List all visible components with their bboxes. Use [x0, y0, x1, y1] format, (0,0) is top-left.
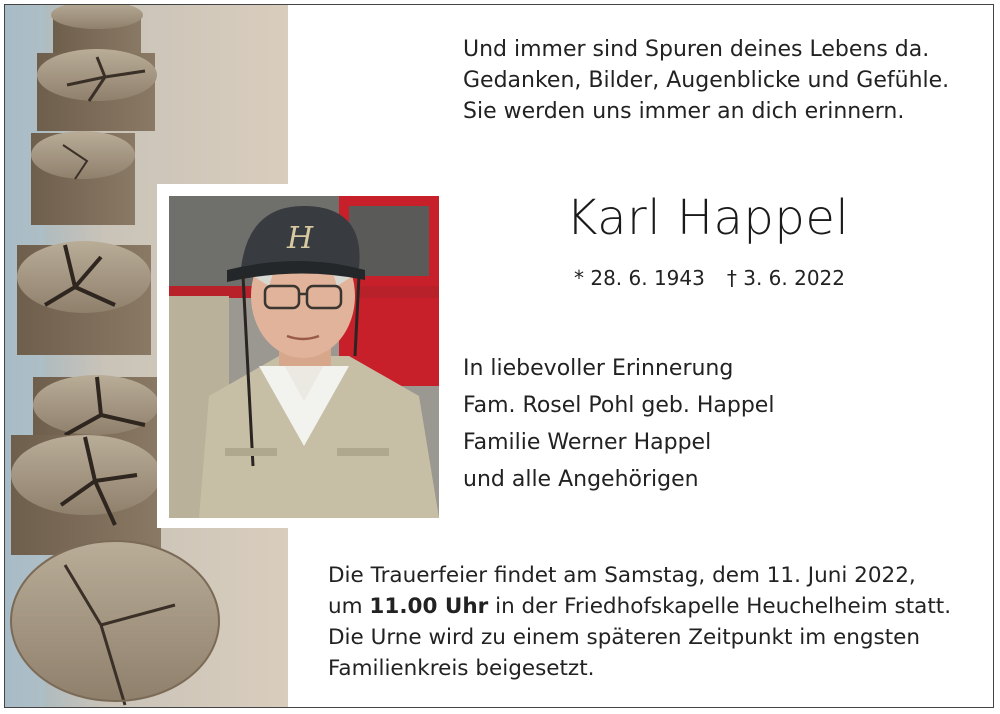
death-date: † 3. 6. 2022	[726, 266, 845, 290]
mourners-line: Familie Werner Happel	[463, 430, 712, 455]
funeral-line: Die Urne wird zu einem späteren Zeitpunkt im engsten	[328, 625, 921, 650]
quote-line: Sie werden uns immer an dich erinnern.	[463, 99, 905, 124]
portrait-photo	[169, 196, 439, 518]
deceased-name: Karl Happel	[566, 190, 850, 246]
funeral-line: Familienkreis beigesetzt.	[328, 656, 595, 681]
funeral-text: in der Friedhofskapelle Heuchelheim statt.	[488, 594, 952, 619]
quote	[463, 34, 993, 127]
mourners-line: und alle Angehörigen	[463, 467, 699, 492]
funeral-info	[328, 560, 988, 684]
funeral-text: um	[328, 594, 370, 619]
funeral-line: Die Trauerfeier findet am Samstag, dem 11. Juni 2022,	[328, 563, 916, 588]
life-dates	[574, 264, 845, 292]
mourners-line: In liebevoller Erinnerung	[463, 356, 734, 381]
birth-date: * 28. 6. 1943	[574, 266, 705, 290]
portrait-frame	[157, 184, 450, 528]
quote-line: Gedanken, Bilder, Augenblicke und Gefühle.	[463, 68, 950, 93]
quote-line: Und immer sind Spuren deines Lebens da.	[463, 37, 930, 62]
mourners	[463, 350, 983, 498]
funeral-line	[328, 591, 988, 622]
funeral-time: 11.00 Uhr	[369, 594, 489, 619]
mourners-line: Fam. Rosel Pohl geb. Happel	[463, 393, 775, 418]
svg-text:H: H	[287, 221, 314, 256]
